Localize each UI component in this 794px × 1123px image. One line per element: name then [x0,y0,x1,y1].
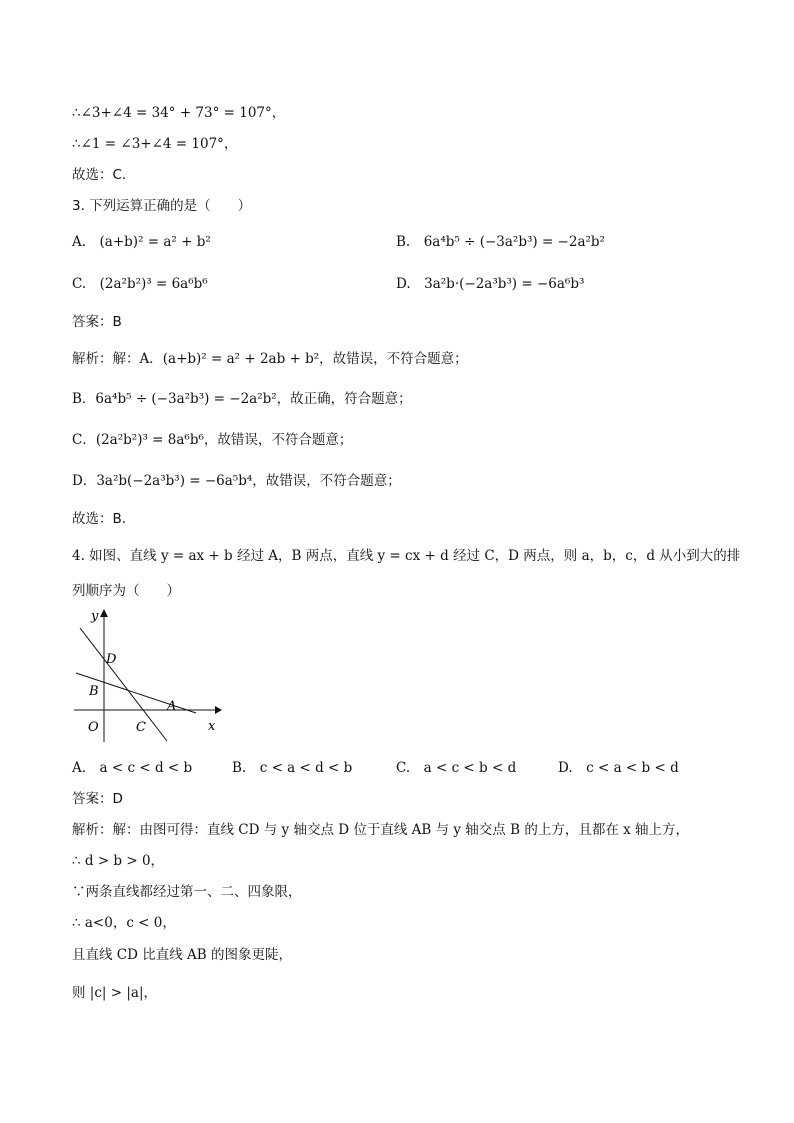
line-graph-figure [72,606,222,746]
question-4-solution-line: ∴ a<0，c < 0， [72,915,176,931]
question-4-option-d: D. c < a < b < d [558,760,679,776]
question-3-answer: 答案：B [72,314,122,330]
label-y: y [91,609,99,624]
question-4-solution-line: 则 |c| > |a|， [72,985,157,1001]
y-axis-arrow-icon [100,609,108,617]
question-4-solution-line: ∴ d > b > 0， [72,853,165,869]
text-line: ∴∠1 = ∠3+∠4 = 107°， [72,136,238,152]
question-3-final: 故选：B． [72,511,136,527]
question-3-option-a: A. (a+b)² = a² + b² [72,234,211,250]
label-x: x [208,719,216,734]
text-line: 故选：C． [72,167,136,183]
question-3-solution-line: D．3a²b(−2a³b³) = −6a⁵b⁴，故错误，不符合题意； [72,473,401,489]
question-3-solution-line: 解析：解：A．(a+b)² = a² + 2ab + b²，故错误，不符合题意； [72,351,468,367]
question-4-solution-line: 解析：解：由图可得：直线 CD 与 y 轴交点 D 位于直线 AB 与 y 轴交点 B 的上方，且都在 x 轴上方， [72,822,690,838]
question-4-solution-line: 且直线 CD 比直线 AB 的图象更陡， [72,947,292,963]
question-4-stem: 4. 如图、直线 y = ax + b 经过 A，B 两点，直线 y = cx + d 经过 C，D 两点，则 a，b，c，d 从小到大的排 [72,548,741,564]
question-4-option-b: B. c < a < d < b [232,760,353,776]
question-3-solution-line: C．(2a²b²)³ = 8a⁶b⁶，故错误，不符合题意； [72,432,353,448]
question-3-stem: 3. 下列运算正确的是（ ） [72,198,252,214]
question-3-option-c: C. (2a²b²)³ = 6a⁶b⁶ [72,276,208,292]
question-3-solution-line: B．6a⁴b⁵ ÷ (−3a²b³) = −2a²b²，故正确，符合题意； [72,391,412,407]
question-4-solution-line: ∵两条直线都经过第一、二、四象限， [72,884,302,900]
question-3-option-b: B. 6a⁴b⁵ ÷ (−3a²b³) = −2a²b² [396,234,605,250]
label-origin: O [88,720,99,735]
question-4-option-a: A. a < c < d < b [72,760,193,776]
question-4-option-c: C. a < c < b < d [396,760,517,776]
text-line: ∴∠3+∠4 = 34° + 73° = 107°， [72,105,286,121]
question-4-answer: 答案：D [72,791,123,807]
label-c: C [136,720,146,735]
label-b: B [89,684,99,699]
question-4-stem: 列顺序为（ ） [72,583,180,599]
question-3-option-d: D. 3a²b·(−2a³b³) = −6a⁶b³ [396,276,585,292]
x-axis-arrow-icon [215,706,222,714]
label-a: A [167,699,177,714]
label-d: D [106,652,117,667]
